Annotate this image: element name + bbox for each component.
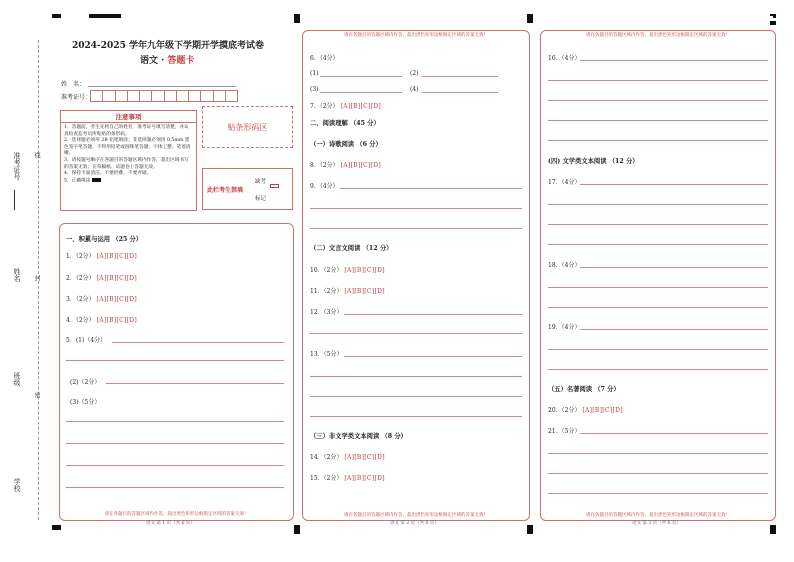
answer-line[interactable] (310, 376, 522, 377)
choice-options[interactable]: [A][B][C][D] (96, 253, 138, 260)
answer-line[interactable] (548, 204, 768, 205)
answer-line[interactable] (548, 493, 768, 494)
answer-line[interactable] (106, 383, 284, 384)
question-2: 2．（2分） [A][B][C][D] (66, 275, 138, 282)
side-label-school: 学校 (13, 478, 21, 492)
answer-line[interactable] (580, 184, 768, 185)
section-heading: 一、积累与运用 （25 分） (66, 236, 143, 243)
notice-item: 3．请按题号顺序在各题目的答题区域内作答，超出区域书写的答案无效；在草稿纸、试题卷上答题无效。 (64, 157, 189, 170)
question-11: 11．（2分） [A][B][C][D] (310, 288, 385, 295)
answer-line[interactable] (310, 228, 522, 229)
answer-line[interactable] (310, 416, 522, 417)
answer-line[interactable] (310, 208, 522, 209)
question-13: 13．（5分） (310, 351, 343, 358)
answer-line[interactable] (580, 433, 768, 434)
question-9: 9．（4分） (310, 183, 339, 190)
name-field[interactable] (88, 86, 236, 87)
absent-mark-2: 标记 (255, 196, 267, 202)
notice-box (60, 110, 197, 211)
answer-line[interactable] (548, 224, 768, 225)
absent-mark-box[interactable] (270, 184, 279, 188)
warning-top: 请在各题目的答题区域内作答，超出黑色矩形边框限定区域的答案无效！ (586, 33, 730, 38)
subject-label: 语文 · (140, 56, 168, 66)
registration-mark (294, 14, 300, 23)
answer-line[interactable] (548, 369, 768, 370)
side-label-class: 班级 (13, 372, 21, 386)
answer-line[interactable] (548, 349, 768, 350)
choice-options[interactable]: [A][B][C][D] (96, 296, 138, 303)
question-4: 4．（2分） [A][B][C][D] (66, 317, 138, 324)
subsection-heading: （三）非文学类文本阅读 （8 分） (310, 433, 407, 440)
warning-bottom: 请在各题目的答题区域内作答，超出黑色矩形边框限定区域的答案无效！ (586, 513, 730, 518)
answer-line[interactable] (548, 244, 768, 245)
question-7: 7．（2分） [A][B][C][D] (310, 103, 382, 110)
registration-mark (527, 14, 533, 23)
answer-line[interactable] (548, 80, 768, 81)
answer-line[interactable] (548, 453, 768, 454)
barcode-area (202, 106, 293, 148)
choice-options[interactable]: [A][B][C][D] (344, 475, 385, 482)
choice-options[interactable]: [A][B][C][D] (96, 317, 138, 324)
answer-line[interactable] (422, 76, 498, 77)
question-6-3: (3) (310, 86, 319, 93)
exam-subtitle (140, 53, 194, 66)
question-1: 1．（2分） [A][B][C][D] (66, 253, 138, 260)
question-5: 5．(1)（4分） (66, 337, 107, 344)
side-label-seal: 封 (33, 275, 40, 281)
page-footer-1: 语文 第 1 页（共 6 页） (146, 521, 195, 526)
question-6-4: (4) (410, 86, 419, 93)
registration-mark (770, 21, 776, 25)
answer-line[interactable] (112, 342, 284, 343)
question-6-1: (1) (310, 70, 319, 77)
question-8: 8．（2分） [A][B][C][D] (310, 162, 382, 169)
question-3: 3．（2分） [A][B][C][D] (66, 296, 138, 303)
answer-line[interactable] (580, 267, 768, 268)
choice-options[interactable]: [A][B][C][D] (582, 407, 623, 414)
absent-label: 此栏考生禁填 (207, 187, 244, 194)
answer-line[interactable] (548, 100, 768, 101)
question-19: 19．（4分） (548, 324, 581, 331)
answer-card-label: 答题卡 (167, 56, 195, 66)
answer-line[interactable] (344, 314, 522, 315)
question-15: 15．（2分） [A][B][C][D] (310, 475, 385, 482)
answer-line[interactable] (580, 329, 768, 330)
notice-item: 5．正确填涂 (64, 178, 91, 184)
id-label: 准考证号： (61, 94, 92, 101)
answer-line[interactable] (548, 287, 768, 288)
side-label-secret: 密 (33, 392, 40, 398)
question-17: 17．（4分） (548, 179, 581, 186)
question-18: 18．（4分） (548, 262, 581, 269)
choice-options[interactable]: [A][B][C][D] (96, 275, 138, 282)
notice-item: 1．答题前，考生先将自己的姓名、准考证号填写清楚，并认真检查监考员所粘贴的条形码。 (64, 125, 189, 137)
question-12: 12．（3分） (310, 309, 343, 316)
section-heading: 二、阅读理解 （45 分） (310, 120, 380, 127)
registration-mark (52, 14, 61, 18)
answer-line[interactable] (320, 92, 402, 93)
registration-mark (770, 16, 773, 19)
choice-options[interactable]: [A][B][C][D] (340, 103, 382, 110)
side-label-id: 准考证号 (13, 152, 21, 180)
barcode-label: 贴条形码区 (227, 122, 268, 132)
notice-item: 4．保持卡面清洁，不要折叠、不要弄破。 (64, 171, 152, 177)
registration-mark (52, 525, 61, 530)
filled-example (92, 178, 101, 182)
question-20: 20．（2分） [A][B][C][D] (548, 407, 623, 414)
answer-line[interactable] (66, 360, 284, 361)
answer-line[interactable] (66, 421, 284, 422)
choice-options[interactable]: [A][B][C][D] (344, 288, 385, 295)
answer-line[interactable] (320, 76, 402, 77)
id-boxes[interactable] (90, 90, 238, 102)
answer-line[interactable] (344, 356, 522, 357)
side-rule (14, 190, 15, 210)
warning-top: 请在各题目的答题区域内作答，超出黑色矩形边框限定区域的答案无效！ (344, 33, 488, 38)
answer-line[interactable] (66, 443, 284, 444)
side-label-name: 姓名 (13, 268, 21, 282)
choice-options[interactable]: [A][B][C][D] (344, 267, 385, 274)
subsection-heading: （五）名著阅读 （7 分） (548, 386, 620, 393)
question-6-2: (2) (410, 70, 419, 77)
warning-bottom: 请在各题目的答题区域内作答，超出黑色矩形边框限定区域的答案无效！ (344, 513, 488, 518)
choice-options[interactable]: [A][B][C][D] (340, 162, 382, 169)
notice-item: 2．选择题必须用 2B 铅笔填涂；非选择题必须用 0.5mm 黑色签字笔答题，不得用铅笔或圆珠笔答题；字体工整、笔迹清晰。 (64, 138, 191, 157)
subsection-heading: （二）文言文阅读 （12 分） (310, 245, 393, 252)
question-5-3: (3)（5分） (70, 399, 101, 406)
registration-mark (294, 525, 300, 534)
answer-line[interactable] (310, 396, 522, 397)
subsection-heading: (四) 文学类文本阅读 （12 分） (548, 158, 639, 165)
side-label-line: 线 (33, 152, 40, 158)
answer-line[interactable] (548, 120, 768, 121)
name-label: 姓 名： (61, 81, 86, 88)
page-footer-3: 语文 第 3 页（共 6 页） (632, 521, 681, 526)
notice-title: 注意事项 (61, 111, 196, 123)
answer-panel-3 (540, 30, 776, 521)
exam-title: 2024-2025 学年九年级下学期开学摸底考试卷 (72, 41, 264, 51)
answer-line[interactable] (548, 140, 768, 141)
question-6: 6．（4分） (310, 55, 339, 62)
absent-mark-1: 缺考 (255, 179, 267, 185)
choice-options[interactable]: [A][B][C][D] (344, 454, 385, 461)
absent-box (202, 168, 293, 210)
answer-line[interactable] (310, 333, 522, 334)
answer-panel-1 (59, 223, 294, 521)
answer-line[interactable] (66, 465, 284, 466)
question-14: 14．（2分） [A][B][C][D] (310, 454, 385, 461)
answer-line[interactable] (548, 473, 768, 474)
answer-line[interactable] (340, 188, 522, 189)
answer-line[interactable] (66, 487, 284, 488)
question-10: 10．（2分） [A][B][C][D] (310, 267, 385, 274)
registration-mark (527, 525, 533, 534)
page-footer-2: 语文 第 2 页（共 6 页） (390, 521, 439, 526)
answer-line[interactable] (548, 307, 768, 308)
question-5-2: (2)（2分） (70, 379, 101, 386)
registration-mark (89, 14, 121, 18)
question-16: 16．（4分） (548, 55, 581, 62)
warning-bottom: 请在各题目的答题区域内作答，超出黑色矩形边框限定区域的答案无效！ (104, 512, 249, 517)
answer-line[interactable] (580, 60, 768, 61)
question-21: 21．（5分） (548, 428, 581, 435)
answer-line[interactable] (422, 92, 498, 93)
registration-mark (770, 525, 776, 534)
subsection-heading: （一）诗歌阅读 （6 分） (310, 141, 382, 148)
